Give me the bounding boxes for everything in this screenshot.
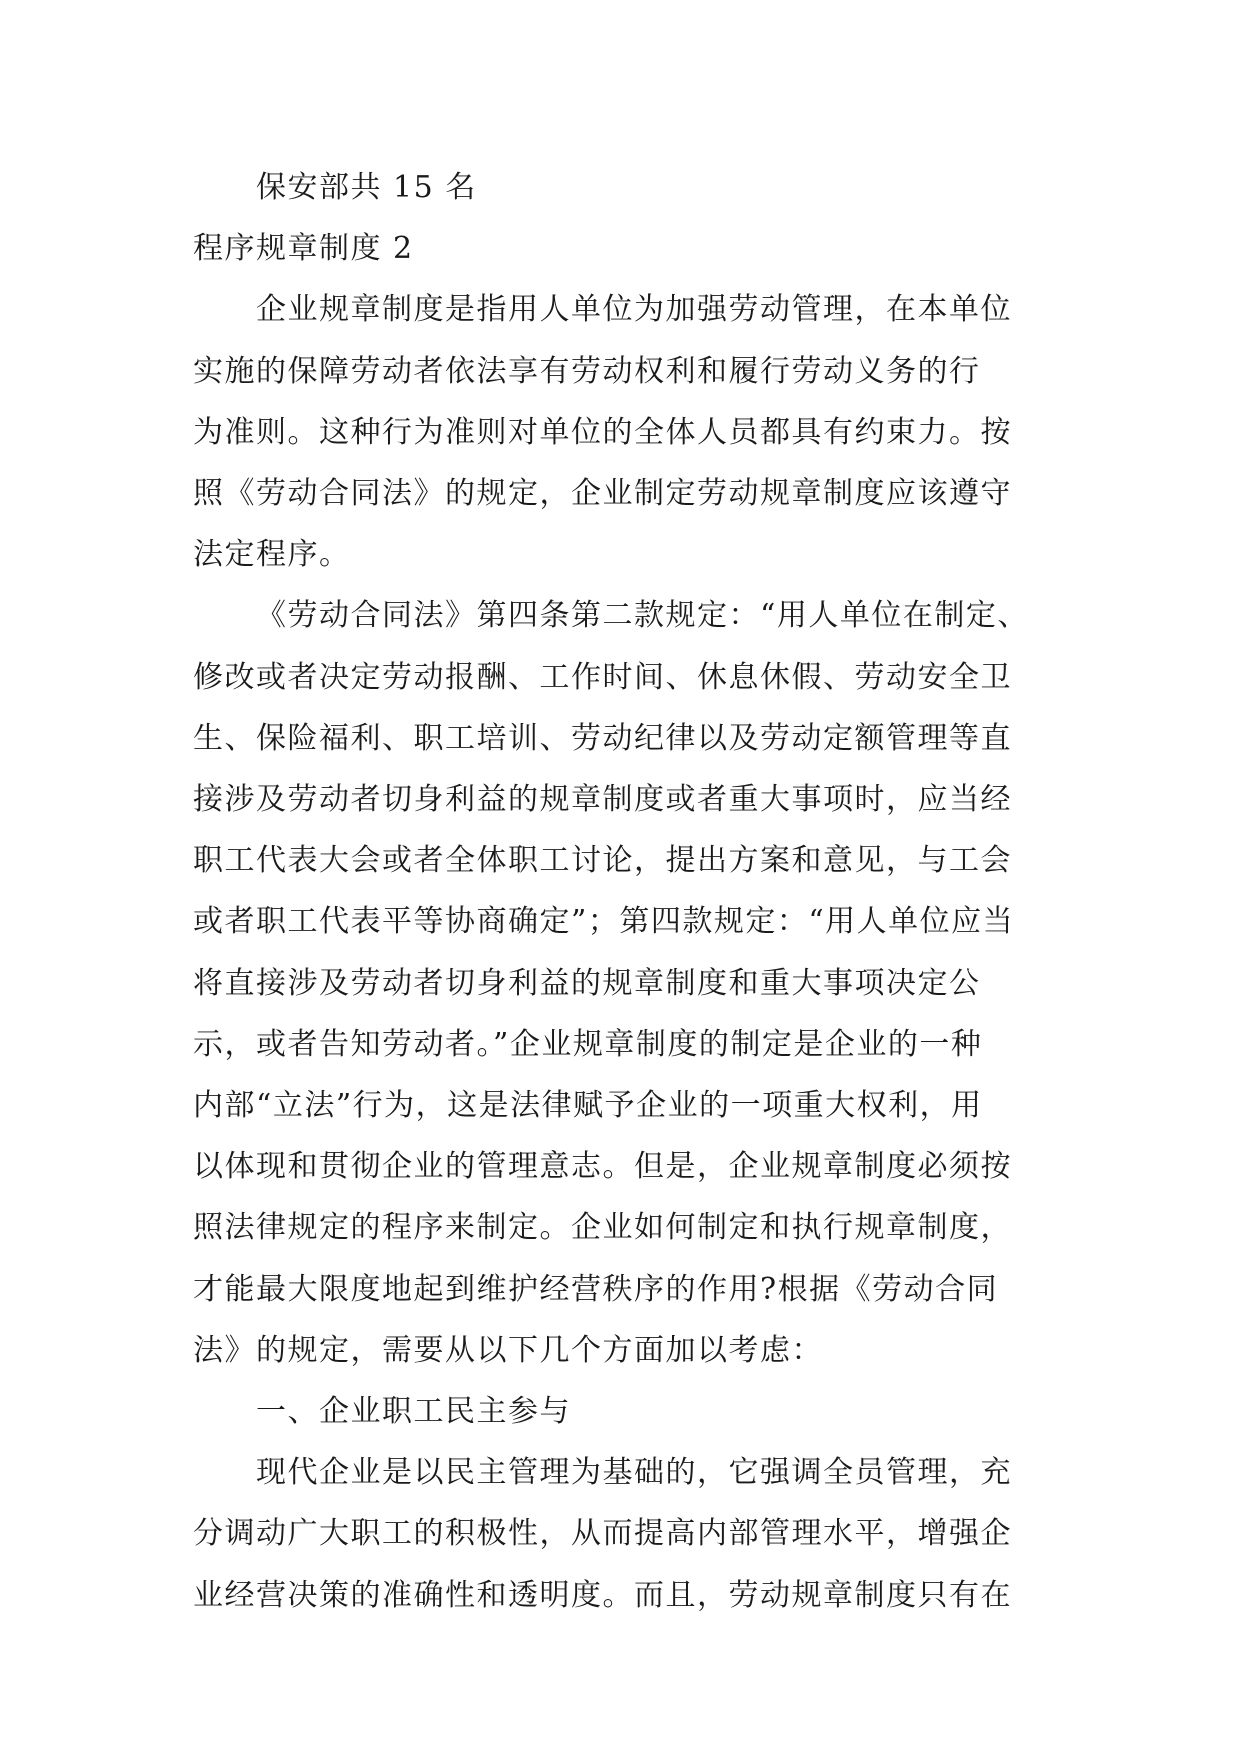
- section-heading: 一、企业职工民主参与: [256, 1394, 571, 1429]
- section-heading: 程序规章制度 2: [193, 231, 414, 266]
- text-line: 生、保险福利、职工培训、劳动纪律以及劳动定额管理等直: [193, 721, 1012, 756]
- text-line: 保安部共 15 名: [256, 170, 477, 205]
- text-line: 照法律规定的程序来制定。企业如何制定和执行规章制度，: [193, 1210, 1012, 1245]
- text-line: 或者职工代表平等协商确定”；第四款规定：“用人单位应当: [193, 904, 1015, 939]
- text-line: 法定程序。: [193, 537, 351, 572]
- text-line: 为准则。这种行为准则对单位的全体人员都具有约束力。按: [193, 415, 1012, 450]
- text-line: 以体现和贯彻企业的管理意志。但是，企业规章制度必须按: [193, 1149, 1012, 1184]
- text-line: 内部“立法”行为，这是法律赋予企业的一项重大权利，用: [193, 1088, 983, 1123]
- text-line: 分调动广大职工的积极性，从而提高内部管理水平，增强企: [193, 1516, 1012, 1551]
- text-line: 修改或者决定劳动报酬、工作时间、休息休假、劳动安全卫: [193, 660, 1012, 695]
- text-line: 企业规章制度是指用人单位为加强劳动管理，在本单位: [256, 292, 1012, 327]
- text-line: 业经营决策的准确性和透明度。而且，劳动规章制度只有在: [193, 1578, 1012, 1613]
- text-line: 职工代表大会或者全体职工讨论，提出方案和意见，与工会: [193, 843, 1012, 878]
- text-line: 法》的规定，需要从以下几个方面加以考虑：: [193, 1333, 823, 1368]
- text-line: 接涉及劳动者切身利益的规章制度或者重大事项时，应当经: [193, 782, 1012, 817]
- text-line: 现代企业是以民主管理为基础的，它强调全员管理，充: [256, 1455, 1012, 1490]
- text-line: 将直接涉及劳动者切身利益的规章制度和重大事项决定公: [193, 966, 981, 1001]
- text-line: 才能最大限度地起到维护经营秩序的作用?根据《劳动合同: [193, 1272, 999, 1307]
- text-line: 照《劳动合同法》的规定，企业制定劳动规章制度应该遵守: [193, 476, 1012, 511]
- text-line: 示，或者告知劳动者。”企业规章制度的制定是企业的一种: [193, 1027, 983, 1062]
- text-line: 《劳动合同法》第四条第二款规定：“用人单位在制定、: [256, 598, 1029, 633]
- text-line: 实施的保障劳动者依法享有劳动权利和履行劳动义务的行: [193, 354, 981, 389]
